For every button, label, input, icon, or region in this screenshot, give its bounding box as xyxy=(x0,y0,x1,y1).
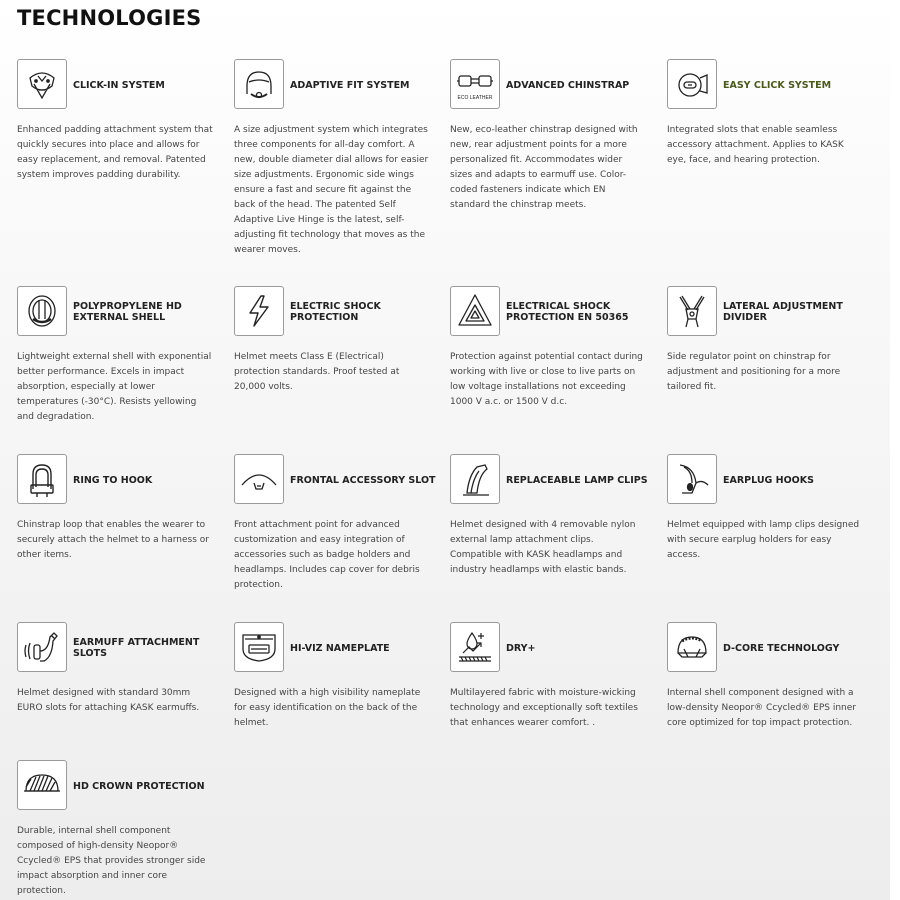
tech-title: EARPLUG HOOKS xyxy=(723,474,814,486)
tech-description: Multilayered fabric with moisture-wicking technology and exceptionally soft textiles that enhances wearer comfort. . xyxy=(450,688,638,728)
moisture-icon xyxy=(450,622,500,672)
tech-title: POLYPROPYLENE HD EXTERNAL SHELL xyxy=(73,301,182,323)
page-title: TECHNOLOGIES xyxy=(17,6,202,30)
tech-item-adaptive-fit xyxy=(234,59,434,255)
tech-description: Helmet designed with 4 removable nylon external lamp attachment clips. Compatible with KASK headlamps and industry headlamps with elastic bands. xyxy=(450,520,636,575)
eco-leather-label: ECO LEATHER xyxy=(457,95,493,101)
tech-description: New, eco-leather chinstrap designed with new, rear adjustment points for a more personalized fit. Accommodates wider sizes and adapts to earmuff use. Color-coded fasteners indicate which EN standard the chinstrap meets. xyxy=(450,125,638,210)
tech-title: D-CORE TECHNOLOGY xyxy=(723,642,840,654)
tech-item-earmuff-slots xyxy=(17,622,217,713)
tech-item-lateral-adjustment xyxy=(667,286,867,392)
tech-description: Chinstrap loop that enables the wearer to securely attach the helmet to a harness or other items. xyxy=(17,520,209,560)
tech-title: EASY CLICK SYSTEM xyxy=(723,79,832,91)
tech-item-d-core xyxy=(667,622,867,728)
tech-description: Integrated slots that enable seamless accessory attachment. Applies to KASK eye, face, and hearing protection. xyxy=(667,125,844,165)
adaptive-fit-icon xyxy=(234,59,284,109)
earmuff-icon xyxy=(17,622,67,672)
tech-item-polypropylene-shell xyxy=(17,286,217,422)
chinstrap-icon xyxy=(450,59,500,109)
tech-item-replaceable-lamp-clips xyxy=(450,454,650,575)
hd-crown-icon xyxy=(17,760,67,810)
tech-description: Designed with a high visibility nameplate for easy identification on the back of the helmet. xyxy=(234,688,421,728)
lamp-clip-icon xyxy=(450,454,500,504)
tech-description: Side regulator point on chinstrap for adjustment and positioning for a more tailored fit. xyxy=(667,352,841,392)
tech-description: Enhanced padding attachment system that quickly secures into place and allows for easy replacement, and removal. Patented system improves padding durability. xyxy=(17,125,213,180)
tech-item-advanced-chinstrap xyxy=(450,59,650,210)
tech-title: CLICK-IN SYSTEM xyxy=(73,79,165,91)
right-margin xyxy=(890,0,900,900)
earplug-hook-icon xyxy=(667,454,717,504)
tech-title: REPLACEABLE LAMP CLIPS xyxy=(506,474,648,486)
triangle-warning-icon xyxy=(450,286,500,336)
tech-item-electrical-shock-en50365 xyxy=(450,286,650,407)
tech-description: A size adjustment system which integrates three components for all-day comfort. A new, double diameter dial allows for easier size adjustments. Ergonomic side wings ensure a fast and secure fit against the back of the head. The patented Self Adaptive Live Hinge is the latest, self-adjusting fit technology that moves as the wearer moves. xyxy=(234,125,429,255)
tech-title: ADAPTIVE FIT SYSTEM xyxy=(290,79,410,91)
tech-title: FRONTAL ACCESSORY SLOT xyxy=(290,474,436,486)
tech-item-electric-shock xyxy=(234,286,434,392)
tech-description: Internal shell component designed with a low-density Neopor® Ccycled® EPS inner core optimized for top impact protection. xyxy=(667,688,856,728)
tech-description: Protection against potential contact during working with live or close to live parts on low voltage installations not exceeding 1000 V a.c. or 1500 V d.c. xyxy=(450,352,643,407)
tech-description: Lightweight external shell with exponential better performance. Excels in impact absorption, especially at lower temperatures (-30°C). Resists yellowing and degradation. xyxy=(17,352,212,422)
tech-title: EARMUFF ATTACHMENT SLOTS xyxy=(73,637,200,659)
frontal-slot-icon xyxy=(234,454,284,504)
ring-hook-icon xyxy=(17,454,67,504)
easy-click-icon xyxy=(667,59,717,109)
tech-description: Helmet meets Class E (Electrical) protection standards. Proof tested at 20,000 volts. xyxy=(234,352,400,392)
tech-item-hi-viz-nameplate xyxy=(234,622,434,728)
tech-title: ELECTRICAL SHOCK PROTECTION EN 50365 xyxy=(506,301,629,323)
lateral-divider-icon xyxy=(667,286,717,336)
tech-item-frontal-accessory-slot xyxy=(234,454,436,590)
tech-item-click-in-system xyxy=(17,59,217,180)
d-core-icon xyxy=(667,622,717,672)
tech-description: Helmet equipped with lamp clips designed with secure earplug holders for easy access. xyxy=(667,520,860,560)
tech-item-hd-crown xyxy=(17,760,217,896)
tech-title: HI-VIZ NAMEPLATE xyxy=(290,642,390,654)
tech-title: DRY+ xyxy=(506,642,536,654)
tech-item-dry-plus xyxy=(450,622,650,728)
tech-item-ring-to-hook xyxy=(17,454,217,560)
tech-title: ADVANCED CHINSTRAP xyxy=(506,79,630,91)
tech-title: RING TO HOOK xyxy=(73,474,153,486)
tech-item-earplug-hooks xyxy=(667,454,867,560)
click-in-system-icon xyxy=(17,59,67,109)
tech-item-easy-click xyxy=(667,59,867,165)
tech-title: HD CROWN PROTECTION xyxy=(73,780,205,792)
tech-description: Helmet designed with standard 30mm EURO slots for attaching KASK earmuffs. xyxy=(17,688,200,713)
tech-title: ELECTRIC SHOCK PROTECTION xyxy=(290,301,381,323)
tech-description: Front attachment point for advanced customization and easy integration of accessories such as badge holders and headlamps. Includes cap cover for debris protection. xyxy=(234,520,420,590)
tech-title: LATERAL ADJUSTMENT DIVIDER xyxy=(723,301,843,323)
shell-icon xyxy=(17,286,67,336)
nameplate-icon xyxy=(234,622,284,672)
tech-description: Durable, internal shell component composed of high-density Neopor® Ccycled® EPS that provides stronger side impact absorption and inner core protection. xyxy=(17,826,206,896)
lightning-icon xyxy=(234,286,284,336)
